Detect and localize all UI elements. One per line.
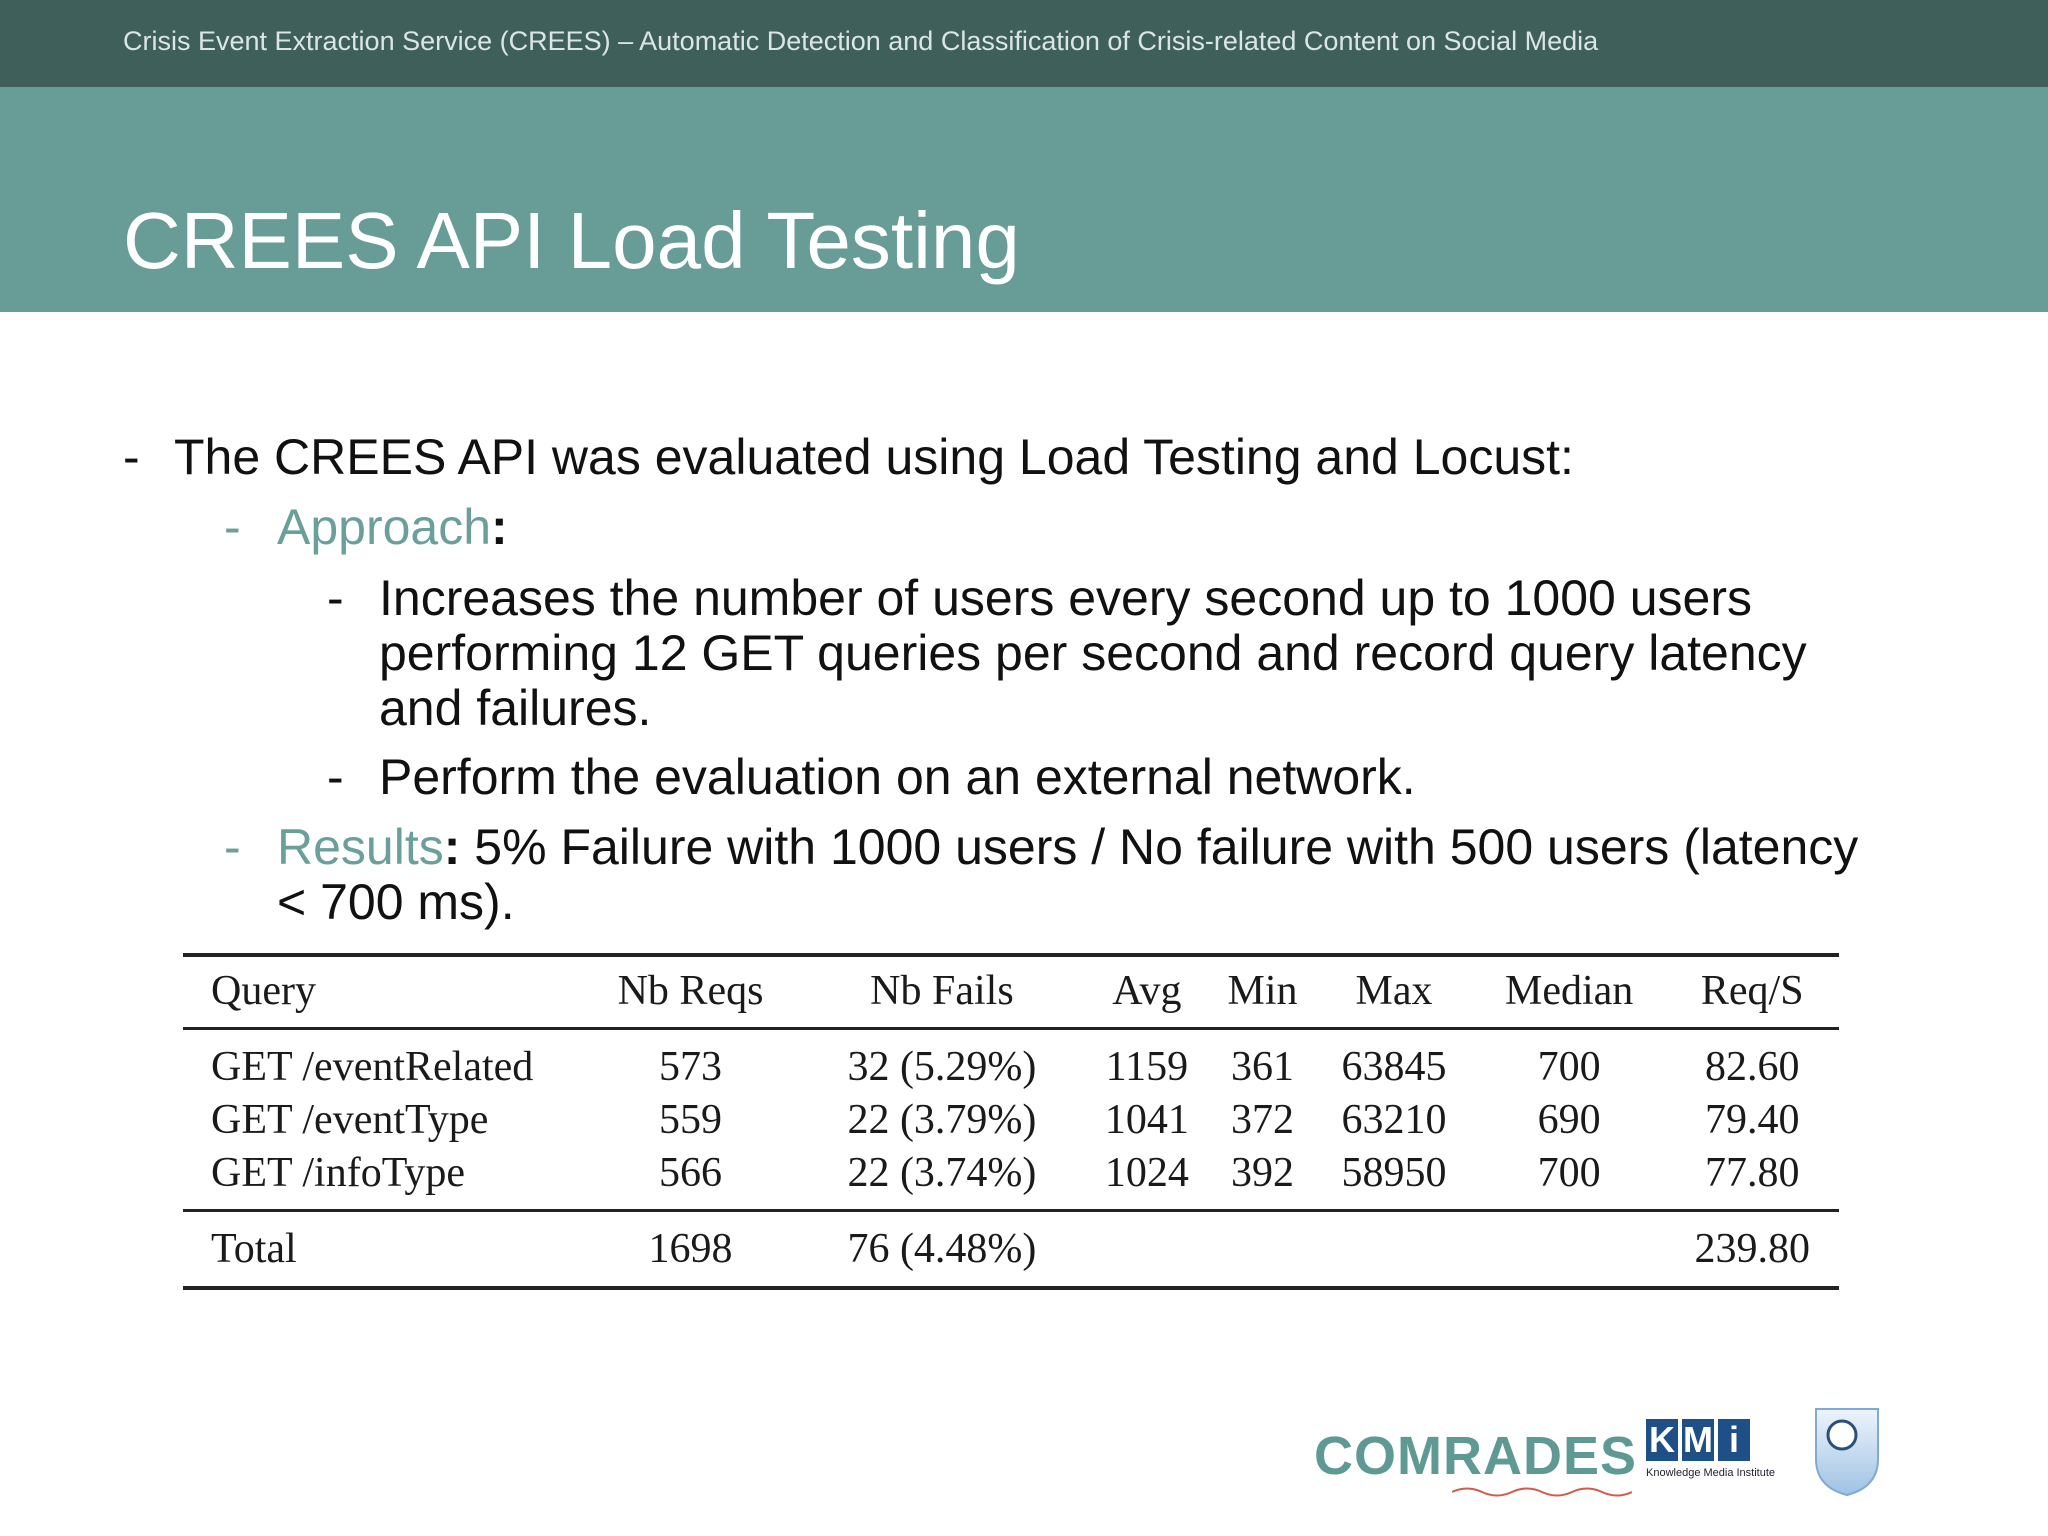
bullet-dash: - <box>224 499 241 555</box>
results-text: 5% Failure with 1000 users / No failure with 500 users (latency <box>460 819 1859 875</box>
results-table <box>183 953 1839 1290</box>
cell-min: 372 <box>1231 1096 1295 1143</box>
bullet-dash: - <box>224 819 241 875</box>
cell-total-max <box>1315 1211 1473 1289</box>
cell-total-median <box>1473 1211 1666 1289</box>
cell-query: GET /eventType <box>211 1096 489 1143</box>
kmi-logo <box>1646 1419 1776 1491</box>
cell-avg: 1159 <box>1105 1043 1189 1090</box>
kmi-letter: M <box>1683 1419 1713 1460</box>
results-text-line-2: < 700 ms). <box>277 874 515 930</box>
table-row <box>183 1029 1839 1094</box>
col-header-avg: Avg <box>1112 968 1182 1014</box>
title-bar <box>0 87 2048 312</box>
col-header-min: Min <box>1227 968 1298 1014</box>
comrades-wave-icon <box>1452 1485 1632 1499</box>
bullet-main: The CREES API was evaluated using Load Testing and Locust: <box>174 429 1574 485</box>
cell-avg: 1024 <box>1104 1149 1189 1196</box>
col-header-median: Median <box>1505 968 1634 1014</box>
footer-logos <box>1312 1405 1892 1515</box>
cell-total-req-s: 239.80 <box>1694 1226 1810 1272</box>
cell-total-nb-fails: 76 (4.48%) <box>847 1226 1037 1272</box>
results-label: Results <box>277 819 444 875</box>
col-header-req-s: Req/S <box>1700 968 1804 1014</box>
bullet-dash: - <box>327 570 344 626</box>
approach-item-2: Perform the evaluation on an external network. <box>379 749 1416 805</box>
bullet-results: Results: 5% Failure with 1000 users / No failure with 500 users (latency <box>277 819 1859 875</box>
cell-nb-reqs: 566 <box>659 1149 723 1196</box>
cell-nb-reqs: 573 <box>659 1043 723 1090</box>
cell-median: 700 <box>1537 1043 1601 1090</box>
cell-req-s: 82.60 <box>1704 1043 1800 1090</box>
slide-title: CREES API Load Testing <box>123 195 1020 285</box>
table-total-row <box>183 1211 1839 1289</box>
kmi-caption: Knowledge Media Institute <box>1646 1467 1776 1479</box>
table-row <box>183 1146 1839 1211</box>
bullet-dash: - <box>327 749 344 805</box>
approach-label: Approach <box>277 499 492 555</box>
cell-req-s: 79.40 <box>1704 1096 1800 1143</box>
bullet-dash: - <box>123 429 140 485</box>
cell-total-min <box>1210 1211 1315 1289</box>
cell-total-avg <box>1084 1211 1210 1289</box>
cell-nb-fails: 32 (5.29%) <box>847 1043 1037 1090</box>
cell-min: 361 <box>1231 1043 1295 1090</box>
cell-max: 58950 <box>1341 1149 1447 1196</box>
cell-total-nb-reqs: 1698 <box>648 1226 733 1272</box>
comrades-logo: COMRADES <box>1314 1426 1638 1486</box>
header-banner <box>0 0 2048 87</box>
cell-query: GET /infoType <box>211 1149 466 1196</box>
cell-nb-fails: 22 (3.79%) <box>847 1096 1037 1143</box>
cell-avg: 1041 <box>1104 1096 1189 1143</box>
table-row <box>183 1093 1839 1146</box>
kmi-letter: K <box>1646 1419 1678 1461</box>
cell-median: 690 <box>1537 1096 1601 1143</box>
banner-text: Crisis Event Extraction Service (CREES) – Automatic Detection and Classification of Crisis-related Content on Social Media <box>123 26 1599 56</box>
open-university-shield-icon <box>1812 1405 1882 1497</box>
cell-median: 700 <box>1537 1149 1601 1196</box>
cell-query: GET /eventRelated <box>211 1043 534 1090</box>
approach-item-1-line-1: Increases the number of users every second up to 1000 users <box>379 570 1752 626</box>
approach-item-1-line-2: performing 12 GET queries per second and record query latency <box>379 625 1807 681</box>
col-header-nb-fails: Nb Fails <box>870 968 1014 1014</box>
col-header-max: Max <box>1355 968 1433 1014</box>
cell-nb-fails: 22 (3.74%) <box>847 1149 1037 1196</box>
bullet-approach: Approach: <box>277 499 508 555</box>
cell-min: 392 <box>1231 1149 1295 1196</box>
col-header-query: Query <box>211 968 316 1014</box>
cell-max: 63210 <box>1341 1096 1447 1143</box>
cell-nb-reqs: 559 <box>659 1096 723 1143</box>
kmi-letter: i <box>1718 1419 1750 1461</box>
cell-req-s: 77.80 <box>1704 1149 1800 1196</box>
cell-max: 63845 <box>1341 1043 1447 1090</box>
cell-total-label: Total <box>211 1226 297 1272</box>
table-header-row <box>183 955 1839 1029</box>
col-header-nb-reqs: Nb Reqs <box>617 968 764 1014</box>
approach-item-1-line-3: and failures. <box>379 680 652 736</box>
